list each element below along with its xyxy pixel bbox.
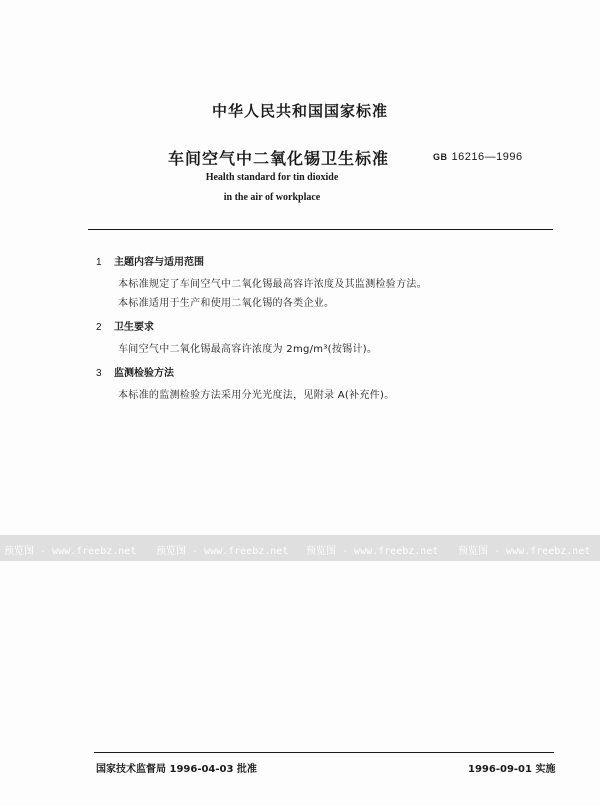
section-title: 主题内容与适用范围	[114, 257, 204, 268]
effective-date: 1996-09-01 实施	[468, 764, 556, 775]
section-heading	[96, 318, 154, 333]
watermark-text: 预览图 - www.freebz.net	[458, 546, 591, 557]
english-title-line2: in the air of workplace	[223, 192, 321, 203]
standard-code-prefix: GB	[433, 152, 448, 162]
section-number: 1	[96, 257, 102, 268]
english-title-line1: Health standard for tin dioxide	[205, 172, 339, 183]
footer-divider	[94, 752, 554, 753]
section-heading	[96, 253, 204, 268]
watermark-text: 预览图 - www.freebz.net	[4, 546, 137, 557]
standard-code	[433, 151, 523, 163]
section-title: 监测检验方法	[114, 368, 174, 379]
watermark-text: 预览图 - www.freebz.net	[156, 546, 289, 557]
section-number: 2	[96, 322, 102, 333]
paragraph: 本标准的监测检验方法采用分光光度法，见附录 A(补充件)。	[118, 390, 395, 401]
section-heading	[96, 364, 174, 379]
paragraph: 本标准适用于生产和使用二氧化锡的各类企业。	[118, 298, 335, 309]
approval-line: 国家技术监督局 1996-04-03 批准	[96, 764, 257, 775]
header-divider	[88, 229, 553, 230]
paragraph: 本标准规定了车间空气中二氧化锡最高容许浓度及其监测检验方法。	[118, 279, 427, 290]
section-number: 3	[96, 368, 102, 379]
section-title: 卫生要求	[114, 322, 154, 333]
standard-code-number: 16216—1996	[451, 151, 523, 163]
standard-title: 车间空气中二氧化锡卫生标准	[168, 149, 390, 168]
watermark-text: 预览图 - www.freebz.net	[306, 546, 439, 557]
issuing-authority: 中华人民共和国国家标准	[211, 102, 388, 120]
paragraph: 车间空气中二氧化锡最高容许浓度为 2mg/m³(按锡计)。	[118, 344, 378, 355]
